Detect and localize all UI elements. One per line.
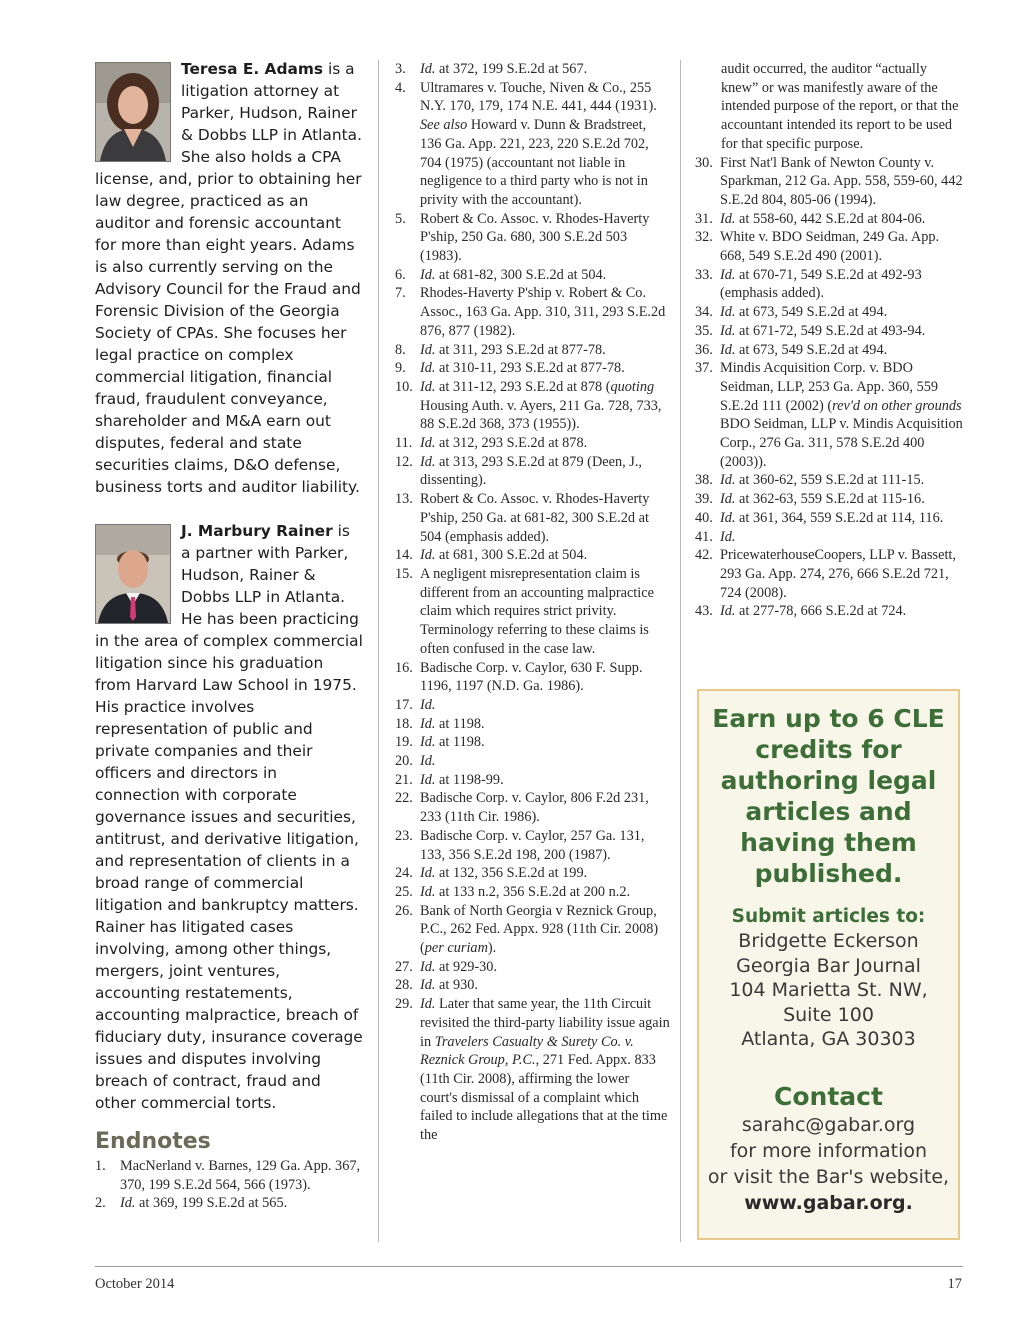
endnote-item [695,528,965,547]
endnote-item [695,210,965,229]
endnote-text: Mindis Acquisition Corp. v. BDO Seidman, LLP, 253 Ga. App. 360, 559 S.E.2d 111 (2002) (rev'd on other grounds BDO Seidman, LLP v. Mindis Acquisition Corp., 276 Ga. 311, 578 S.E.2d 400 (2003)). [720,360,963,470]
photo-teresa-adams [95,62,171,162]
endnote-number: 31. [695,210,713,227]
endnote-number: 43. [695,603,713,620]
endnote-item [395,359,670,378]
endnote-text: at 671-72, 549 S.E.2d at 493-94. [735,322,926,339]
endnote-text: Id. at 311-12, 293 S.E.2d at 878 (quoting Housing Auth. v. Ayers, 211 Ga. 728, 733, 88 S.E.2d 368, 373 (1955)). [420,378,662,433]
endnote-item [395,546,670,565]
endnote-id: Id. [720,528,736,545]
endnote-text: Robert & Co. Assoc. v. Rhodes-Haverty P'ship, 250 Ga. 680, 300 S.E.2d 503 (1983). [420,210,650,265]
endnote-text: Bank of North Georgia v Reznick Group, P.C., 262 Fed. Appx. 928 (11th Cir. 2008)(per curiam). [420,902,659,957]
column-1 [95,58,363,1213]
endnote-item [395,341,670,360]
endnote-id: Id. [420,453,436,470]
endnote-id: Id. [720,210,736,227]
endnote-number: 5. [395,210,406,227]
endnote-item [395,715,670,734]
endnote-text: at 133 n.2, 356 S.E.2d at 200 n.2. [435,883,631,900]
column-divider [680,60,681,1242]
endnote-id: Id. [420,958,436,975]
endnote-text: MacNerland v. Barnes, 129 Ga. App. 367, 370, 199 S.E.2d 564, 566 (1973). [120,1158,361,1193]
endnote-number: 26. [395,902,413,919]
endnote-number: 36. [695,341,713,358]
endnote-text: at 361, 364, 559 S.E.2d at 114, 116. [735,509,944,526]
endnote-text: at 681, 300 S.E.2d at 504. [435,547,588,564]
endnote-id: Id. [720,266,736,283]
endnote-id: Id. [420,547,436,564]
endnote-item [395,378,670,434]
address-line: Atlanta, GA 30303 [741,1028,916,1050]
page-number: 17 [947,1276,962,1292]
endnote-text: at 277-78, 666 S.E.2d at 724. [735,603,907,620]
address-line: 104 Marietta St. NW, [729,979,928,1001]
endnote-number: 37. [695,360,713,377]
endnote-number: 23. [395,827,413,844]
endnote-number: 18. [395,715,413,732]
endnote-text: at 362-63, 559 S.E.2d at 115-16. [735,491,925,508]
endnote-text: A negligent misrepresentation claim is different from an accounting malpractice claim which requires strict privity. Terminology referring to these claims is often confused in the case law. [420,565,654,657]
endnote-text: at 310-11, 293 S.E.2d at 877-78. [435,360,625,377]
endnote-id: Id. [420,266,436,283]
bio-name: J. Marbury Rainer [181,522,333,540]
endnote-number: 40. [695,509,713,526]
endnote-number: 6. [395,266,406,283]
endnote-item [695,509,965,528]
endnote-id: Id. [720,472,736,489]
endnote-item [395,883,670,902]
endnote-number: 32. [695,229,713,246]
endnote-text: at 558-60, 442 S.E.2d at 804-06. [735,210,926,227]
endnotes-heading: Endnotes [95,1129,211,1154]
endnote-text: Badische Corp. v. Caylor, 630 F. Supp. 1196, 1197 (N.D. Ga. 1986). [420,659,643,695]
endnote-number: 11. [395,435,413,452]
endnote-text: at 311, 293 S.E.2d at 877-78. [435,341,606,358]
contact-email[interactable]: sarahc@gabar.org [741,1113,916,1136]
endnote-id: Id. [720,322,736,339]
endnote-text: at 1198. [435,715,485,732]
endnote-number: 7. [395,285,406,302]
endnote-text: at 313, 293 S.E.2d at 879 (Deen, J., dissenting). [420,453,642,489]
endnote-number: 3. [395,61,406,77]
endnote-item [395,453,670,490]
contact-line: for more information [729,1139,928,1162]
address-line: Bridgette Eckerson [738,930,919,952]
column-2 [395,60,670,1145]
endnote-text: at 372, 199 S.E.2d at 567. [435,61,588,77]
endnote-number: 15. [395,565,413,582]
endnote-text: at 681-82, 300 S.E.2d at 504. [435,266,607,283]
endnote-item [695,154,965,210]
endnote-number: 22. [395,790,413,807]
endnote-item [395,789,670,826]
endnote-item [695,322,965,341]
endnote-item [695,341,965,360]
endnote-item [395,976,670,995]
endnote-number: 8. [395,341,406,358]
address-line: Georgia Bar Journal [736,954,921,977]
bio-text: is a partner with Parker, Hudson, Rainer & Dobbs LLP in Atlanta. He has been practicing in the area of complex commercial litigation since his graduation from Harvard Law School in 1975. His practice involves representation of public and private companies and their officers and directors in connection with corporate governance issues and securities, antitrust, and derivative litigation, and representation of clients in a broad range of commercial litigation and bankruptcy matters. Rainer has litigated cases involving, among other things, mergers, joint ventures, accounting restatements, accounting malpractice, breach of fiduciary duty, insurance coverage issues and disputes involving breach of contract, fraud and other commercial torts. [95,522,363,1112]
endnotes-list-1 [95,1157,363,1213]
endnote-item [395,864,670,883]
endnote-item [695,490,965,509]
endnote-item [695,228,965,265]
endnote-item [95,1194,363,1213]
endnote-item [395,60,670,79]
endnote-text: at 1198. [435,734,485,751]
endnote-text: at 673, 549 S.E.2d at 494. [735,341,888,358]
endnote-number: 25. [395,883,413,900]
endnote-number: 24. [395,865,413,882]
endnote-number: 27. [395,958,413,975]
endnote-continuation: audit occurred, the auditor “actually knew” or was manifestly aware of the intended purpose of the report, or that the accountant intended its report to be used for that specific purpose. [721,61,959,152]
endnote-number: 14. [395,547,413,564]
endnote-item [695,359,965,471]
endnote-id: Id. [720,341,736,358]
endnote-item [395,752,670,771]
endnote-number: 42. [695,547,713,564]
submission-address [699,929,958,1052]
column-3 [695,60,965,621]
bio-text: is a litigation attorney at Parker, Hudson, Rainer & Dobbs LLP in Atlanta. She also holds a CPA license, and, prior to obtaining her law degree, practiced as an auditor and forensic accountant for more than eight years. Adams is also currently serving on the Advisory Council for the Fraud and Forensic Division of the Georgia Society of CPAs. She focuses her legal practice on complex commercial litigation, financial fraud, fraudulent conveyance, shareholder and M&A earn out disputes, federal and state securities claims, D&O defense, business torts and auditor liability. [95,60,362,496]
endnote-number: 12. [395,453,413,470]
endnote-number: 17. [395,696,413,713]
endnote-number: 33. [695,266,713,283]
endnote-id: Id. [420,696,436,713]
endnote-number: 29. [395,996,413,1013]
endnote-text: at 132, 356 S.E.2d at 199. [435,865,588,882]
endnote-id: Id. [120,1195,136,1212]
endnote-id: Id. [420,734,436,751]
bio-adams [95,58,363,498]
endnote-id: Id. [420,977,436,994]
endnote-text: Ultramares v. Touche, Niven & Co., 255 N.Y. 170, 179, 174 N.E. 441, 444 (1931). See also Howard v. Dunn & Bradstreet, 136 Ga. App. 221, 223, 220 S.E.2d 702, 704 (1975) (accountant not liable in negligence to a third party who is not in privity with the accountant). [420,79,657,208]
endnote-id: Id. [720,509,736,526]
address-line: Suite 100 [783,1003,874,1026]
endnote-number: 16. [395,659,413,676]
endnote-text: at 369, 199 S.E.2d at 565. [135,1195,288,1212]
endnote-number: 20. [395,753,413,770]
endnote-item [395,565,670,659]
endnote-item [695,266,965,303]
endnote-item [395,958,670,977]
endnote-id: Id. [420,435,436,452]
footer-rule [95,1266,963,1267]
endnote-text: Id. Later that same year, the 11th Circuit revisited the third-party liability issue again in Travelers Casualty & Surety Co. v. Reznick Group, P.C., 271 Fed. Appx. 833 (11th Cir. 2008), affirming the lower court's dismissal of a complaint which failed to include allegations that at the time the [420,996,670,1144]
endnote-item [695,602,965,621]
endnote-item [395,771,670,790]
endnote-number: 30. [695,154,713,171]
endnote-item [695,546,965,602]
endnote-number: 2. [95,1195,106,1212]
endnote-text: White v. BDO Seidman, 249 Ga. App. 668, 549 S.E.2d 490 (2001). [720,229,940,265]
endnote-text: at 1198-99. [435,771,504,788]
cle-headline: Earn up to 6 CLE credits for authoring legal articles and having them published. [712,704,945,888]
endnote-id: Id. [420,360,436,377]
endnote-number: 13. [395,491,413,508]
column-divider [378,60,379,1242]
endnote-text: at 929-30. [435,958,498,975]
endnote-text: Rhodes-Haverty P'ship v. Robert & Co. Assoc., 163 Ga. App. 310, 311, 293 S.E.2d 876, 877 (1982). [420,285,666,339]
endnote-item [695,303,965,322]
endnote-item [395,266,670,285]
endnote-text: First Nat'l Bank of Newton County v. Sparkman, 212 Ga. App. 558, 559-60, 442 S.E.2d 804, 805-06 (1994). [720,154,963,208]
endnote-number: 9. [395,360,406,377]
endnote-number: 19. [395,734,413,751]
website-link[interactable]: www.gabar.org. [744,1191,913,1214]
endnote-number: 10. [395,378,413,395]
endnote-item [395,696,670,715]
submit-label: Submit articles to: [731,906,926,927]
endnote-id: Id. [420,865,436,882]
endnote-text: Badische Corp. v. Caylor, 806 F.2d 231, 233 (11th Cir. 1986). [420,790,649,826]
endnote-item [695,471,965,490]
endnote-item [395,434,670,453]
endnote-number: 35. [695,322,713,339]
endnote-id: Id. [720,304,736,321]
endnote-text: PricewaterhouseCoopers, LLP v. Bassett, 293 Ga. App. 274, 276, 666 S.E.2d 721, 724 (2008). [720,547,956,601]
bio-name: Teresa E. Adams [181,60,324,78]
endnote-id: Id. [420,61,436,77]
endnote-id: Id. [420,883,436,900]
endnote-item [395,210,670,266]
endnote-item [395,733,670,752]
endnote-number: 4. [395,79,406,96]
endnote-item [95,1157,363,1194]
endnote-number: 21. [395,771,413,788]
endnote-item [395,659,670,696]
photo-marbury-rainer [95,524,171,624]
endnote-id: Id. [420,715,436,732]
contact-line: or visit the Bar's website, [707,1165,950,1188]
endnote-number: 38. [695,472,713,489]
endnote-id: Id. [720,491,736,508]
endnote-item [395,79,670,210]
endnote-text: at 360-62, 559 S.E.2d at 111-15. [735,472,925,489]
endnote-number: 34. [695,304,713,321]
endnote-item [395,995,670,1145]
endnote-number: 1. [95,1158,106,1174]
contact-heading: Contact [774,1081,883,1111]
endnote-item [395,490,670,546]
endnote-text: at 312, 293 S.E.2d at 878. [435,435,588,452]
endnote-item [395,284,670,340]
endnote-id: Id. [720,603,736,620]
endnote-text: Robert & Co. Assoc. v. Rhodes-Haverty P'ship, 250 Ga. at 681-82, 300 S.E.2d at 504 (emphasis added). [420,491,650,545]
cle-promo-box [697,689,960,1240]
footer-date: October 2014 [95,1276,175,1292]
endnotes-list-3 [695,60,965,621]
endnote-text: at 673, 549 S.E.2d at 494. [735,304,888,321]
endnote-id: Id. [420,771,436,788]
endnote-id: Id. [420,753,436,770]
endnote-number: 39. [695,491,713,508]
endnote-id: Id. [420,341,436,358]
endnote-number: 41. [695,528,713,545]
bio-rainer [95,520,363,1114]
endnote-text: Badische Corp. v. Caylor, 257 Ga. 131, 133, 356 S.E.2d 198, 200 (1987). [420,827,645,863]
endnote-item [395,827,670,864]
endnotes-list-2 [395,60,670,1145]
endnote-text: at 670-71, 549 S.E.2d at 492-93 (emphasis added). [720,266,922,302]
endnote-number: 28. [395,977,413,994]
endnote-item [395,902,670,958]
endnote-text: at 930. [435,977,478,994]
